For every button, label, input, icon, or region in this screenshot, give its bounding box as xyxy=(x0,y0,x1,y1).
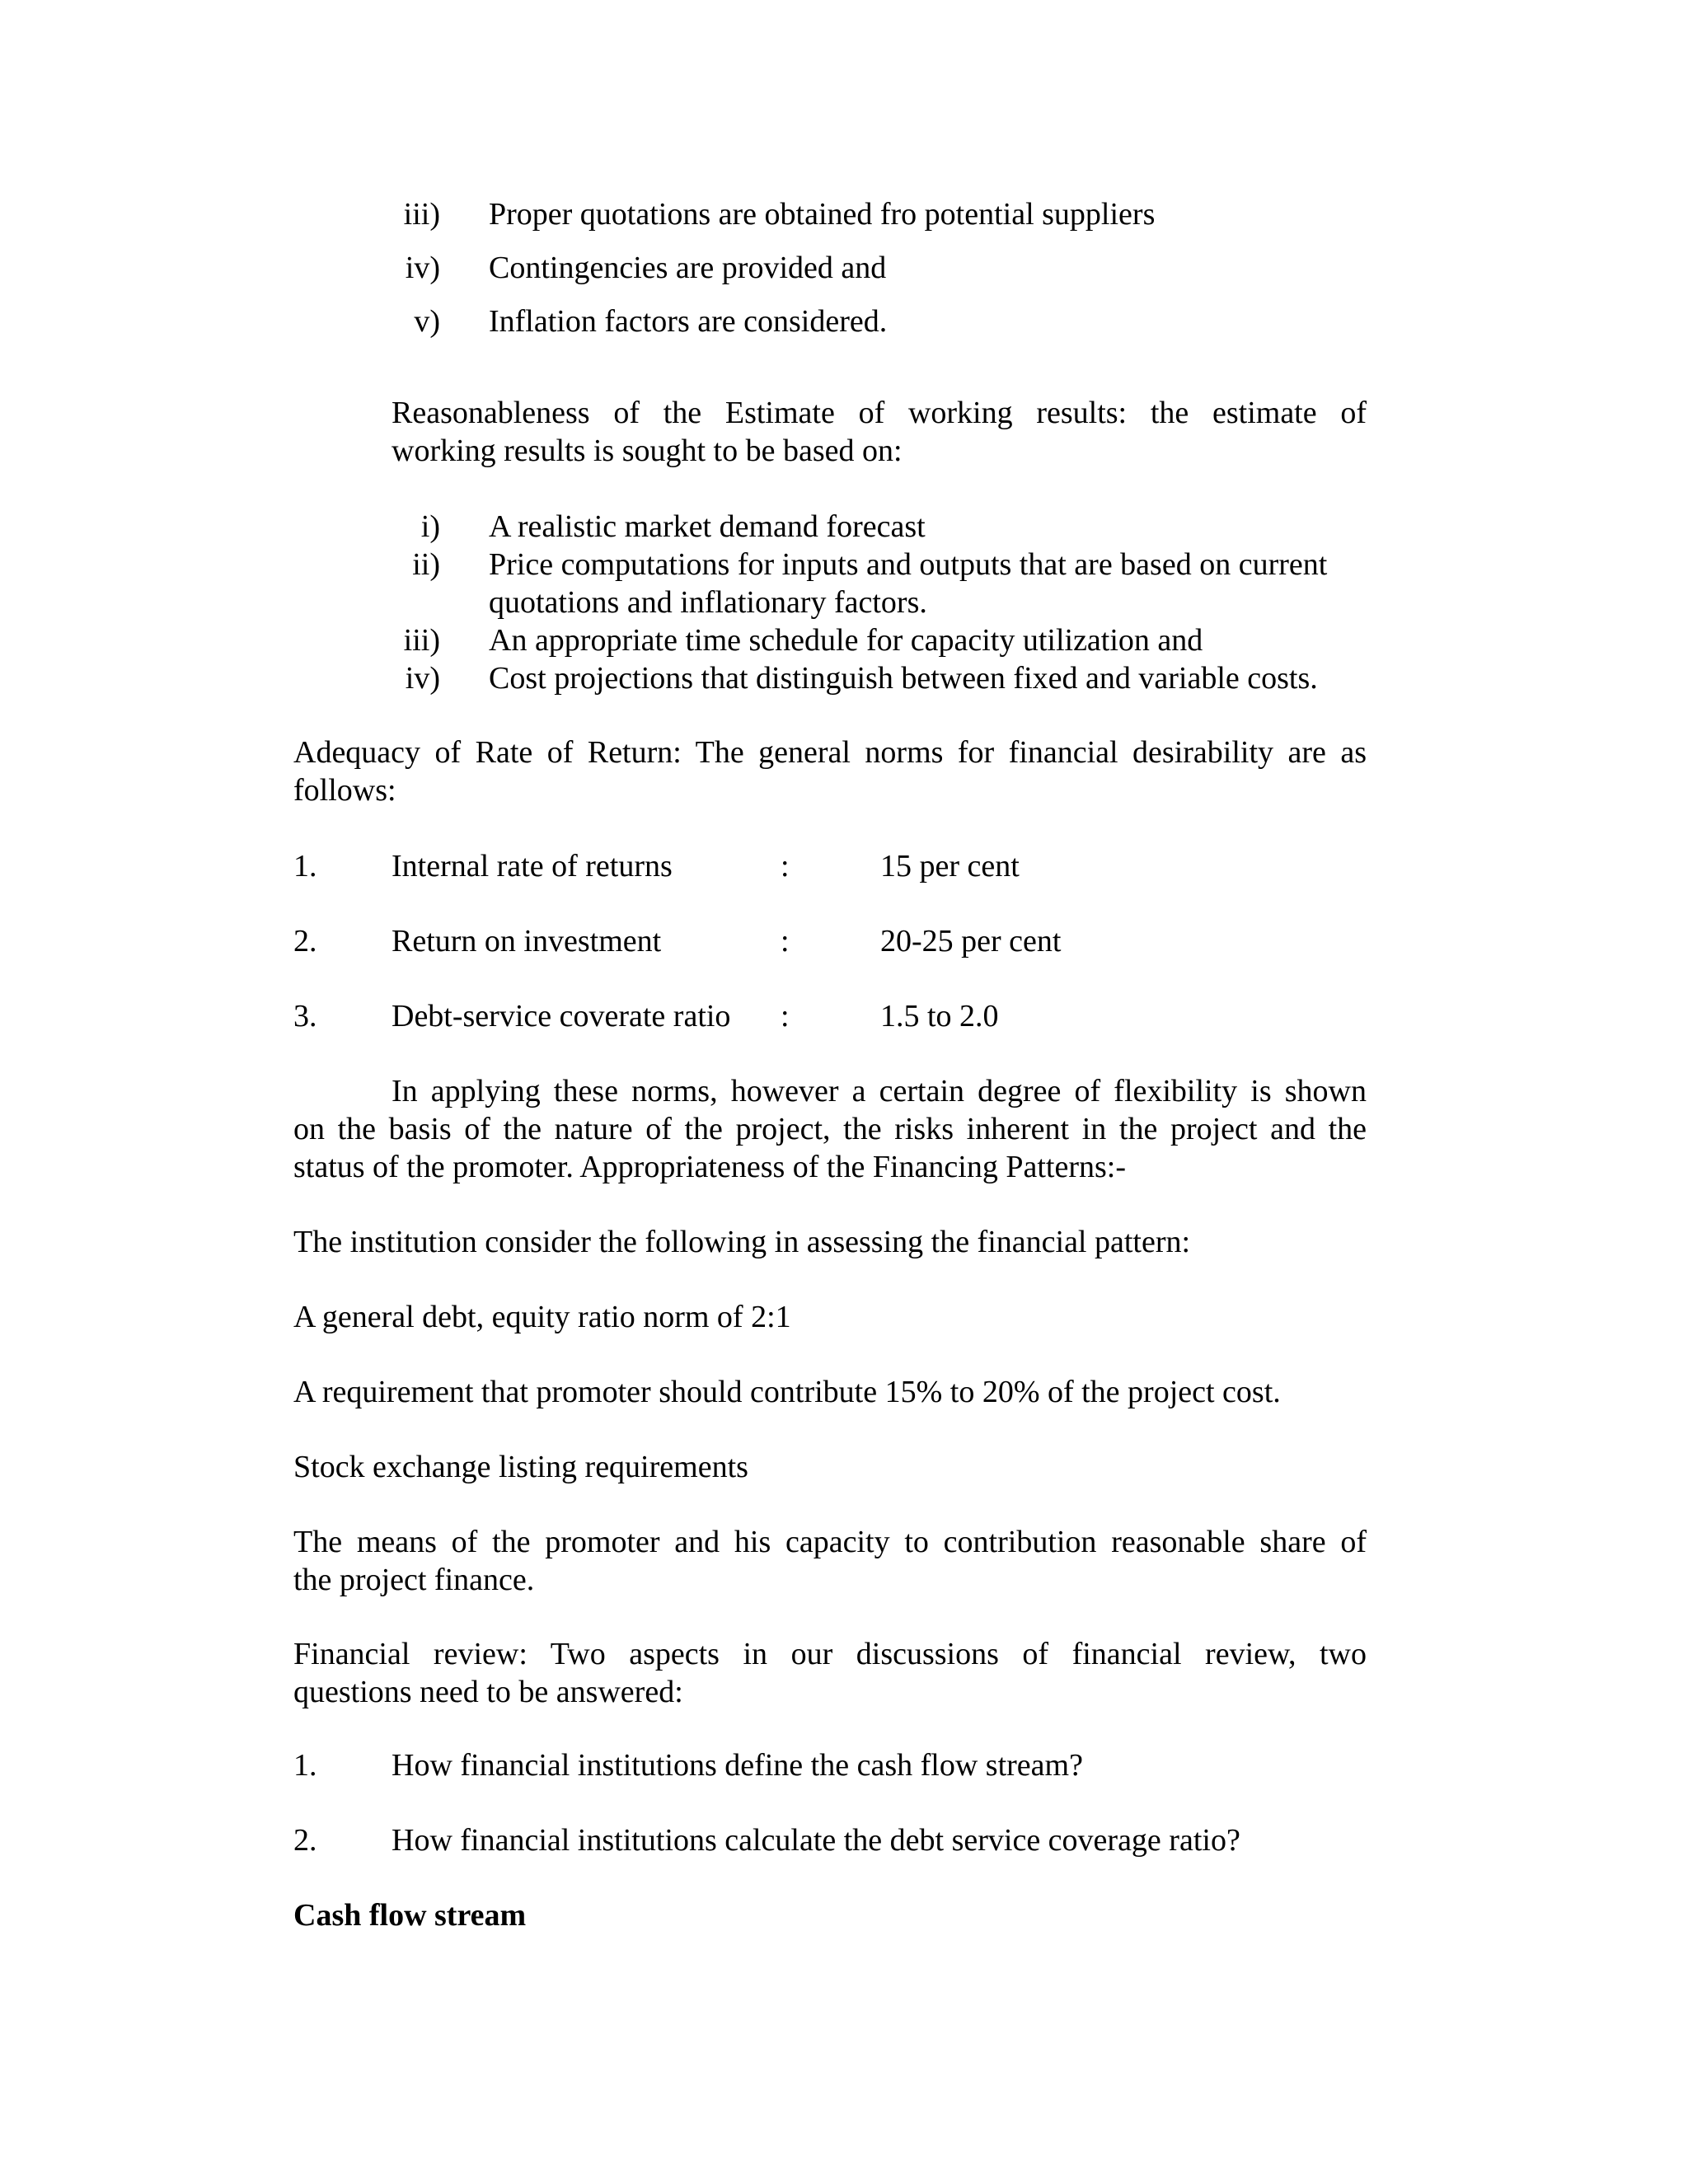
paragraph-line: the project finance. xyxy=(293,1563,535,1597)
norm-label: Internal rate of returns xyxy=(392,849,673,883)
list-item-text: A realistic market demand forecast xyxy=(489,509,926,544)
list-item-text-continued: quotations and inflationary factors. xyxy=(489,585,927,620)
norm-number: 1. xyxy=(293,849,317,883)
paragraph-line: In applying these norms, however a certain degree of flexibility is shown xyxy=(392,1074,1367,1108)
paragraph-line: follows: xyxy=(293,773,396,808)
norm-separator: : xyxy=(781,999,790,1033)
norm-value: 15 per cent xyxy=(880,849,1020,883)
norm-separator: : xyxy=(781,924,790,958)
list-item-text: Inflation factors are considered. xyxy=(489,304,888,339)
list-marker: ii) xyxy=(412,547,440,582)
list-marker: iv) xyxy=(405,251,440,285)
applying-paragraph xyxy=(293,1072,1367,1186)
institution-sentence: The institution consider the following in assessing the financial pattern: xyxy=(293,1225,1191,1259)
list-marker: iii) xyxy=(403,197,440,232)
question-text: How financial institutions calculate the debt service coverage ratio? xyxy=(392,1823,1240,1858)
list-marker: iv) xyxy=(405,661,440,696)
list-item-text: Price computations for inputs and outputs that are based on current xyxy=(489,547,1328,582)
question-number: 2. xyxy=(293,1823,317,1858)
norm-value: 1.5 to 2.0 xyxy=(880,999,999,1033)
question-number: 1. xyxy=(293,1748,317,1783)
paragraph-line: Reasonableness of the Estimate of working results: the estimate of xyxy=(392,396,1367,430)
financial-review-paragraph xyxy=(293,1635,1367,1711)
section-heading: Cash flow stream xyxy=(293,1898,527,1933)
list-item-text: Proper quotations are obtained fro potential suppliers xyxy=(489,197,1156,232)
paragraph-line: The means of the promoter and his capacity to contribution reasonable share of xyxy=(293,1525,1367,1559)
paragraph-line: Adequacy of Rate of Return: The general norms for financial desirability are as xyxy=(293,735,1367,770)
list-item-text: An appropriate time schedule for capacity utilization and xyxy=(489,623,1203,658)
question-text: How financial institutions define the cash flow stream? xyxy=(392,1748,1083,1783)
paragraph-line: questions need to be answered: xyxy=(293,1675,683,1709)
reasonableness-paragraph xyxy=(392,394,1367,470)
paragraph-line: working results is sought to be based on: xyxy=(392,434,903,468)
norm-label: Return on investment xyxy=(392,924,662,958)
norm-number: 2. xyxy=(293,924,317,958)
norm-number: 3. xyxy=(293,999,317,1033)
list-item-text: Contingencies are provided and xyxy=(489,251,887,285)
norm-label: Debt-service coverate ratio xyxy=(392,999,731,1033)
means-paragraph xyxy=(293,1523,1367,1599)
paragraph-line: Financial review: Two aspects in our discussions of financial review, two xyxy=(293,1637,1367,1671)
adequacy-paragraph xyxy=(293,733,1367,809)
norm-value: 20-25 per cent xyxy=(880,924,1062,958)
list-item-text: Cost projections that distinguish between fixed and variable costs. xyxy=(489,661,1318,696)
debt-equity-sentence: A general debt, equity ratio norm of 2:1 xyxy=(293,1300,791,1334)
list-marker: i) xyxy=(420,509,440,544)
stock-sentence: Stock exchange listing requirements xyxy=(293,1450,748,1484)
norm-separator: : xyxy=(781,849,790,883)
list-marker: v) xyxy=(414,304,440,339)
list-marker: iii) xyxy=(403,623,440,658)
requirement-sentence: A requirement that promoter should contribute 15% to 20% of the project cost. xyxy=(293,1375,1281,1409)
paragraph-line: on the basis of the nature of the project, the risks inherent in the project and the xyxy=(293,1112,1367,1146)
paragraph-line: status of the promoter. Appropriateness of the Financing Patterns:- xyxy=(293,1150,1126,1184)
